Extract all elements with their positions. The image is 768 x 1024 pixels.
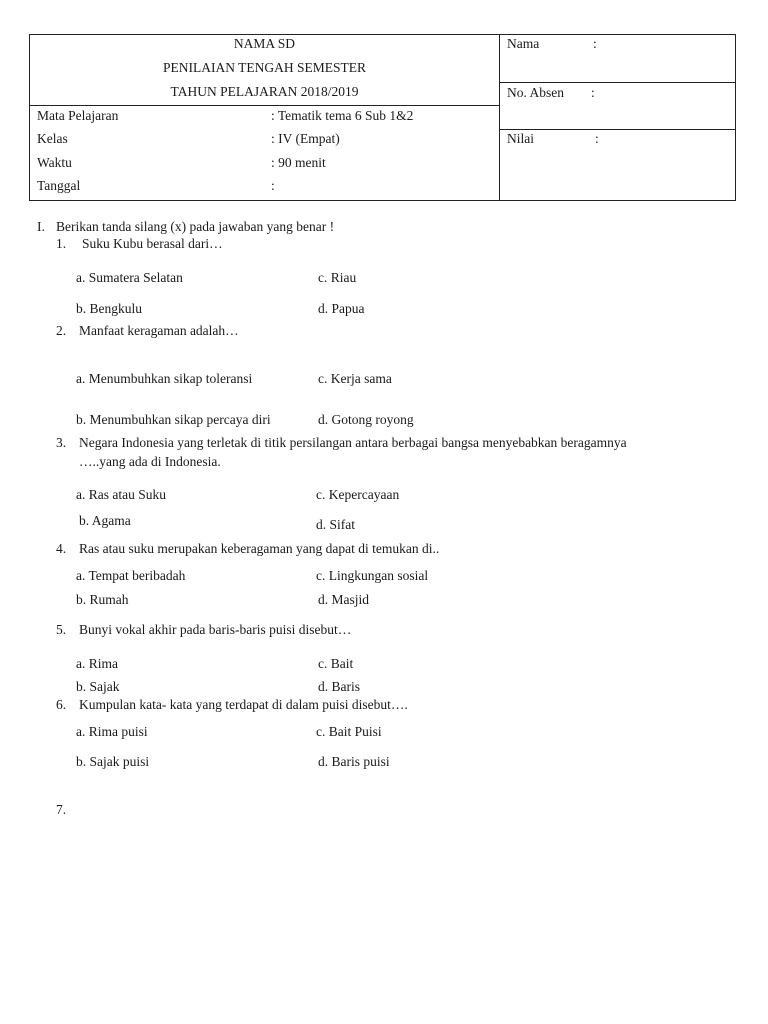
question-text-continued: …..yang ada di Indonesia. xyxy=(79,454,221,469)
option-c[interactable]: c. Kepercayaan xyxy=(316,487,400,502)
option-a[interactable]: a. Rima xyxy=(76,656,118,671)
option-d[interactable]: d. Sifat xyxy=(316,517,355,532)
school-name: NAMA SD xyxy=(233,36,296,51)
question-number: 2. xyxy=(56,323,67,338)
option-a[interactable]: a. Ras atau Suku xyxy=(76,487,166,502)
field-label-subject: Mata Pelajaran xyxy=(37,108,119,123)
table-divider-vertical xyxy=(499,34,500,201)
option-b[interactable]: b. Menumbuhkan sikap percaya diri xyxy=(76,412,271,427)
option-b[interactable]: b. Sajak puisi xyxy=(76,754,150,769)
option-b[interactable]: b. Agama xyxy=(79,513,131,528)
field-value-date[interactable]: : xyxy=(271,178,275,193)
option-a[interactable]: a. Menumbuhkan sikap toleransi xyxy=(76,371,253,386)
student-number-colon[interactable]: : xyxy=(591,85,595,100)
option-d[interactable]: d. Baris xyxy=(318,679,360,694)
option-b[interactable]: b. Rumah xyxy=(76,592,129,607)
question-text: Kumpulan kata- kata yang terdapat di dalam puisi disebut…. xyxy=(79,697,408,712)
question-text: Manfaat keragaman adalah… xyxy=(79,323,239,338)
section-number: I. xyxy=(37,219,45,234)
field-value-class[interactable]: : IV (Empat) xyxy=(271,131,340,146)
option-a[interactable]: a. Rima puisi xyxy=(76,724,148,739)
table-border-bottom xyxy=(29,200,736,201)
question-number: 1. xyxy=(56,236,67,251)
student-name-label: Nama xyxy=(507,36,540,51)
question-text: Bunyi vokal akhir pada baris-baris puisi disebut… xyxy=(79,622,352,637)
question-number: 6. xyxy=(56,697,67,712)
table-divider-left xyxy=(29,105,500,106)
option-d[interactable]: d. Baris puisi xyxy=(318,754,390,769)
option-d[interactable]: d. Masjid xyxy=(318,592,370,607)
question-text: Ras atau suku merupakan keberagaman yang dapat di temukan di.. xyxy=(79,541,440,556)
table-border-right xyxy=(735,34,736,201)
option-c[interactable]: c. Riau xyxy=(318,270,357,285)
question-number: 5. xyxy=(56,622,67,637)
question-number: 3. xyxy=(56,435,67,450)
option-c[interactable]: c. Bait Puisi xyxy=(316,724,382,739)
option-c[interactable]: c. Kerja sama xyxy=(318,371,392,386)
field-value-subject[interactable]: : Tematik tema 6 Sub 1&2 xyxy=(271,108,414,123)
exam-title: PENILAIAN TENGAH SEMESTER xyxy=(163,60,366,75)
option-b[interactable]: b. Bengkulu xyxy=(76,301,142,316)
student-number-label: No. Absen xyxy=(507,85,564,100)
score-colon[interactable]: : xyxy=(595,131,599,146)
score-label: Nilai xyxy=(507,131,534,146)
question-number: 4. xyxy=(56,541,67,556)
field-label-date: Tanggal xyxy=(37,178,81,193)
field-label-class: Kelas xyxy=(37,131,68,146)
option-a[interactable]: a. Tempat beribadah xyxy=(76,568,186,583)
question-text: Suku Kubu berasal dari… xyxy=(82,236,223,251)
table-divider-right-1 xyxy=(499,82,736,83)
option-c[interactable]: c. Bait xyxy=(318,656,354,671)
option-a[interactable]: a. Sumatera Selatan xyxy=(76,270,183,285)
question-number: 7. xyxy=(56,802,67,817)
table-border-top xyxy=(29,34,736,35)
option-b[interactable]: b. Sajak xyxy=(76,679,120,694)
academic-year: TAHUN PELAJARAN 2018/2019 xyxy=(170,84,359,99)
option-c[interactable]: c. Lingkungan sosial xyxy=(316,568,429,583)
question-text: Negara Indonesia yang terletak di titik persilangan antara berbagai bangsa menyebabkan beragamnya xyxy=(79,435,627,450)
option-d[interactable]: d. Gotong royong xyxy=(318,412,414,427)
table-divider-right-2 xyxy=(499,129,736,130)
section-instruction: Berikan tanda silang (x) pada jawaban yang benar ! xyxy=(56,219,335,234)
option-d[interactable]: d. Papua xyxy=(318,301,365,316)
student-name-colon[interactable]: : xyxy=(593,36,597,51)
field-label-time: Waktu xyxy=(37,155,72,170)
field-value-time[interactable]: : 90 menit xyxy=(271,155,326,170)
